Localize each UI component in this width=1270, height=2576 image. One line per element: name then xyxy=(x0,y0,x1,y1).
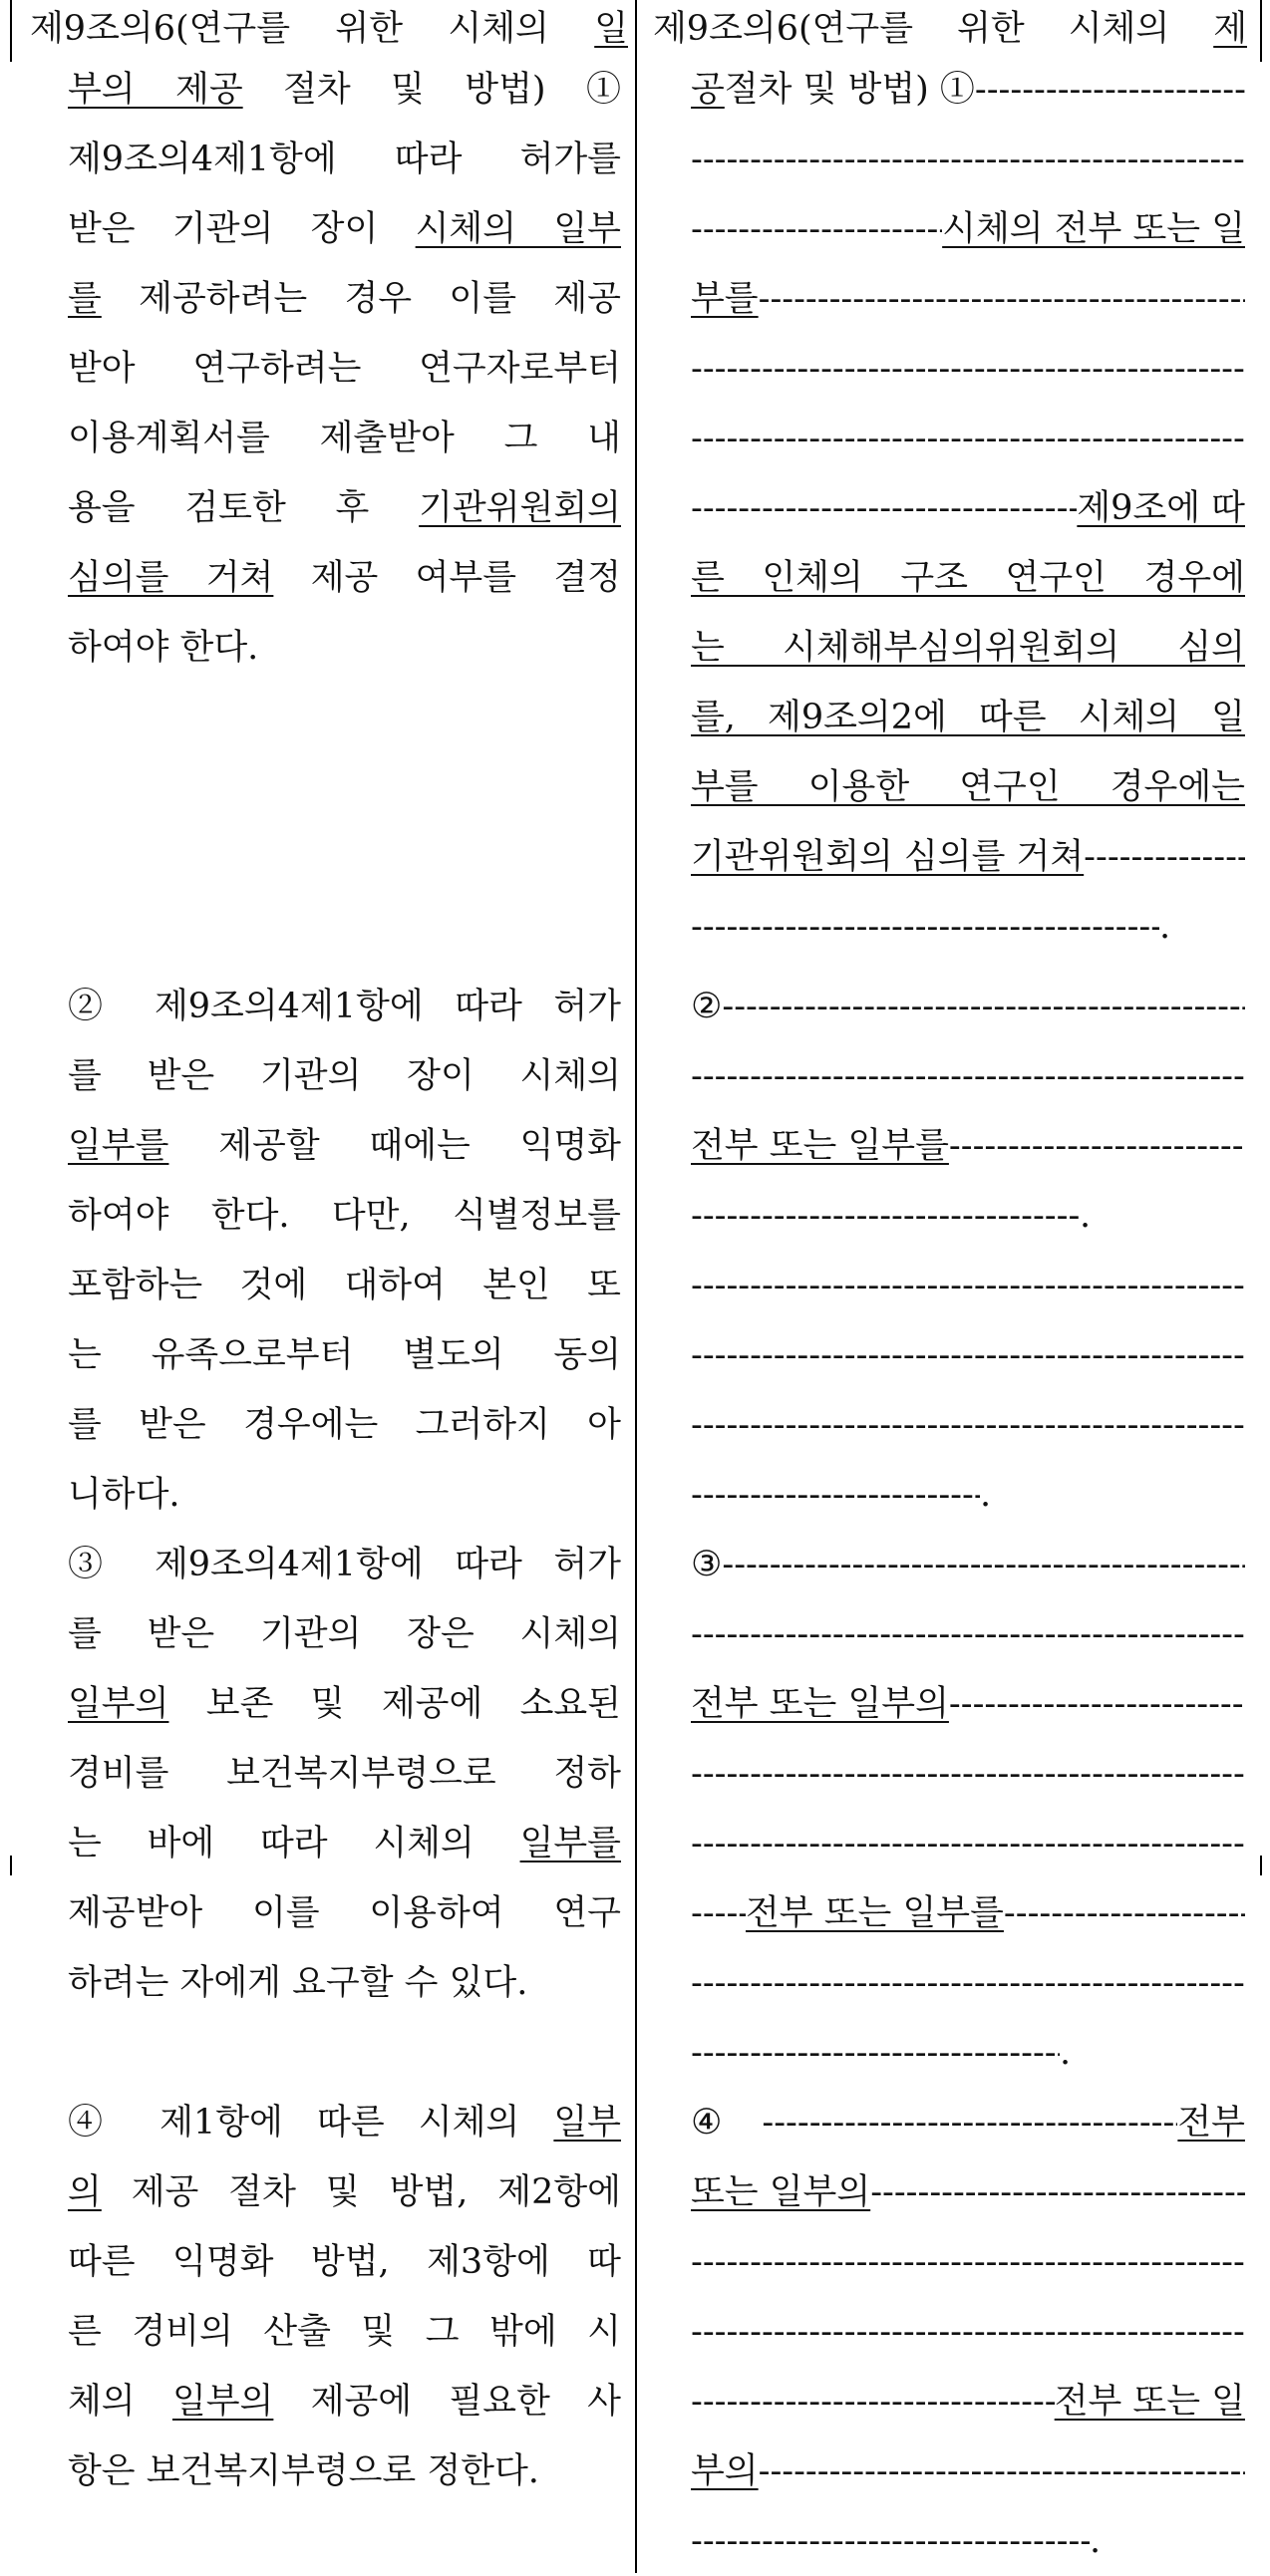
underlined-text: 일부를 xyxy=(519,1824,621,1863)
plain-text: 를 받은 기관의 장은 시체의 xyxy=(68,1614,621,1654)
table-border-right-lower xyxy=(1260,1856,1262,1875)
left-text-line xyxy=(68,1041,621,1111)
left-text-line xyxy=(68,2227,621,2297)
right-text-line xyxy=(691,2436,1245,2506)
plain-text: 포함하는 것에 대하여 본인 또 xyxy=(68,1266,621,1305)
plain-text: 제공에 필요한 사 xyxy=(273,2382,621,2422)
left-text-line xyxy=(68,55,621,125)
right-text-line xyxy=(691,1599,1245,1669)
table-border-left xyxy=(10,0,12,62)
omission-dashes xyxy=(691,1878,746,1948)
omission-dashes xyxy=(691,194,942,264)
plain-text: 보존 및 제공에 소요된 xyxy=(168,1684,621,1724)
omission-dashes xyxy=(691,1390,1245,1460)
right-text-line xyxy=(691,2227,1245,2297)
table-border-left-lower xyxy=(10,1856,12,1875)
omission-dashes xyxy=(691,1599,1245,1669)
omission-dashes xyxy=(691,1320,1245,1390)
plain-text: 니하다. xyxy=(68,1475,180,1515)
left-text-line xyxy=(68,1181,621,1251)
omission-dashes xyxy=(691,2367,1055,2436)
right-text-line xyxy=(691,1181,1245,1251)
omission-dashes xyxy=(691,1739,1245,1809)
left-text-line xyxy=(68,1878,621,1948)
left-text-line xyxy=(68,1251,621,1320)
plain-text: 절차 및 방법) ① xyxy=(242,70,621,110)
omission-dashes xyxy=(870,2157,1245,2227)
left-text-line xyxy=(68,1948,621,2018)
right-text-line xyxy=(691,404,1245,473)
right-text-line xyxy=(691,1739,1245,1809)
right-text-line xyxy=(691,264,1245,334)
left-text-line xyxy=(68,543,621,613)
left-text-line xyxy=(68,404,621,473)
plain-text: 따른 익명화 방법, 제3항에 따 xyxy=(68,2242,621,2282)
left-text-line xyxy=(68,194,621,264)
plain-text: . xyxy=(1060,2033,1072,2073)
table-border-center xyxy=(635,0,637,2573)
right-text-line xyxy=(691,334,1245,404)
omission-dashes xyxy=(691,334,1245,404)
omission-dashes xyxy=(691,1460,980,1530)
plain-text: . xyxy=(980,1475,992,1515)
left-text-line xyxy=(68,473,621,543)
right-text-line xyxy=(691,752,1245,822)
plain-text: ④ xyxy=(691,2103,723,2143)
right-text-line xyxy=(691,1390,1245,1460)
left-text-line xyxy=(68,125,621,194)
omission-dashes xyxy=(691,1251,1245,1320)
omission-dashes xyxy=(691,2297,1245,2367)
omission-dashes xyxy=(1004,1878,1245,1948)
right-text-line xyxy=(691,194,1245,264)
right-text-line xyxy=(691,683,1245,752)
right-text-line xyxy=(691,1530,1245,1599)
right-text-line xyxy=(691,2297,1245,2367)
header-left: 제9조의6(연구를 위한 시체의 일 xyxy=(30,9,628,49)
plain-text: 받은 기관의 장이 xyxy=(68,209,416,249)
omission-dashes xyxy=(975,55,1245,125)
omission-dashes xyxy=(722,1530,1245,1599)
underlined-text: 는 시체해부심의위원회의 심의 xyxy=(691,628,1245,668)
plain-text: ④ 제1항에 따른 시체의 xyxy=(68,2103,554,2143)
plain-text: ② 제9조의4제1항에 따라 허가 xyxy=(68,987,621,1026)
plain-text: ② xyxy=(691,987,723,1026)
plain-text: 제공하려는 경우 이를 제공 xyxy=(101,279,621,319)
underlined-text: 를, 제9조의2에 따른 시체의 일 xyxy=(691,698,1245,737)
underlined-text: 일부 xyxy=(553,2103,621,2143)
plain-text: 용을 검토한 후 xyxy=(68,488,420,528)
left-text-line xyxy=(68,2088,621,2157)
underlined-text: 부의 제공 xyxy=(68,70,243,110)
plain-text: . xyxy=(1159,907,1171,947)
omission-dashes xyxy=(691,2227,1245,2297)
underlined-text: 부를 이용한 연구인 경우에는 xyxy=(691,767,1245,807)
plain-text: 를 받은 기관의 장이 시체의 xyxy=(68,1056,621,1096)
underlined-text: 전부 또는 일부를 xyxy=(691,1126,949,1166)
omission-dashes xyxy=(722,972,1245,1041)
right-text-line xyxy=(691,2018,1245,2088)
underlined-text: 제9조에 따 xyxy=(1077,488,1245,528)
plain-text: 제공할 때에는 익명화 xyxy=(168,1126,621,1166)
omission-dashes xyxy=(691,2018,1060,2088)
omission-dashes xyxy=(759,2436,1245,2506)
left-text-line xyxy=(68,972,621,1041)
underlined-text: 전부 xyxy=(1177,2103,1245,2143)
right-text-line xyxy=(691,543,1245,613)
plain-text: 체의 xyxy=(68,2382,172,2422)
omission-dashes xyxy=(691,1809,1245,1878)
plain-text: ③ xyxy=(691,1545,723,1584)
omission-dashes xyxy=(762,2088,1177,2157)
plain-text: 받아 연구하려는 연구자로부터 xyxy=(68,349,621,389)
plain-text: 제공 여부를 결정 xyxy=(273,558,621,598)
left-text-line xyxy=(68,1320,621,1390)
right-text-line xyxy=(691,2088,1245,2157)
left-text-line xyxy=(68,1390,621,1460)
left-text-line xyxy=(68,2157,621,2227)
underlined-text: 일부의 xyxy=(171,2382,274,2422)
plain-text: . xyxy=(1080,1196,1092,1236)
plain-text: 하여야 한다. 다만, 식별정보를 xyxy=(68,1196,621,1236)
right-text-line xyxy=(691,972,1245,1041)
left-text-line xyxy=(68,1460,621,1530)
table-border-right xyxy=(1260,0,1262,62)
right-text-line xyxy=(691,1809,1245,1878)
underlined-text: 일부를 xyxy=(68,1126,169,1166)
plain-text: 이용계획서를 제출받아 그 내 xyxy=(68,419,621,458)
plain-text: ③ 제9조의4제1항에 따라 허가 xyxy=(68,1545,621,1584)
left-text-line xyxy=(68,613,621,683)
right-text-line xyxy=(691,2367,1245,2436)
left-text-line xyxy=(68,1111,621,1181)
right-text-line xyxy=(691,1111,1245,1181)
left-text-line xyxy=(68,264,621,334)
omission-dashes xyxy=(691,473,1077,543)
omission-dashes xyxy=(949,1669,1245,1739)
underlined-text: 의 xyxy=(68,2172,102,2212)
right-text-line xyxy=(691,125,1245,194)
right-text-line xyxy=(691,473,1245,543)
plain-text: 항은 보건복지부령으로 정한다. xyxy=(68,2451,539,2491)
right-text-line xyxy=(691,2157,1245,2227)
plain-text: 제공 절차 및 방법, 제2항에 xyxy=(101,2172,621,2212)
left-text-line xyxy=(68,2436,621,2506)
underlined-text: 른 인체의 구조 연구인 경우에 xyxy=(691,558,1245,598)
right-text-line xyxy=(691,892,1245,962)
underlined-text: 전부 또는 일 xyxy=(1054,2382,1245,2422)
left-text-line xyxy=(68,1669,621,1739)
omission-dashes xyxy=(691,1948,1245,2018)
plain-text: 하여야 한다. xyxy=(68,628,259,668)
left-text-line xyxy=(68,334,621,404)
right-text-line xyxy=(691,1251,1245,1320)
omission-dashes xyxy=(691,404,1245,473)
right-text-line xyxy=(691,1878,1245,1948)
omission-dashes xyxy=(759,264,1245,334)
plain-text: 하려는 자에게 요구할 수 있다. xyxy=(68,1963,528,2003)
right-text-line xyxy=(691,822,1245,892)
right-text-line xyxy=(691,55,1245,125)
omission-dashes xyxy=(691,892,1159,962)
right-text-line xyxy=(691,1320,1245,1390)
plain-text: 제9조의4제1항에 따라 허가를 xyxy=(68,140,621,179)
plain-text: 는 바에 따라 시체의 xyxy=(68,1824,520,1863)
omission-dashes xyxy=(691,2506,1090,2576)
plain-text: 는 유족으로부터 별도의 동의 xyxy=(68,1335,621,1375)
plain-text: 절차 및 방법) ① xyxy=(724,70,975,110)
underlined-text: 시체의 전부 또는 일 xyxy=(942,209,1245,249)
plain-text: 른 경비의 산출 및 그 밖에 시 xyxy=(68,2312,621,2352)
underlined-text: 시체의 일부 xyxy=(415,209,621,249)
left-text-line xyxy=(68,1739,621,1809)
underlined-text: 기관위원회의 심의를 거쳐 xyxy=(691,837,1085,877)
underlined-text: 전부 또는 일부를 xyxy=(746,1893,1004,1933)
plain-text: . xyxy=(1090,2521,1102,2561)
underlined-text: 심의를 거쳐 xyxy=(68,558,274,598)
plain-text: 경비를 보건복지부령으로 정하 xyxy=(68,1754,621,1794)
underlined-text: 전부 또는 일부의 xyxy=(691,1684,949,1724)
right-text-line xyxy=(691,1669,1245,1739)
left-text-line xyxy=(68,2297,621,2367)
right-text-line xyxy=(691,1460,1245,1530)
underlined-text: 부를 xyxy=(691,279,759,319)
right-text-line xyxy=(691,1041,1245,1111)
omission-dashes xyxy=(691,1181,1080,1251)
underlined-text: 일부의 xyxy=(68,1684,169,1724)
plain-text: 제공받아 이를 이용하여 연구 xyxy=(68,1893,621,1933)
right-text-line xyxy=(691,2506,1245,2576)
underlined-text: 또는 일부의 xyxy=(691,2172,871,2212)
left-text-line xyxy=(68,1809,621,1878)
underlined-text: 기관위원회의 xyxy=(419,488,621,528)
omission-dashes xyxy=(691,125,1245,194)
underlined-text: 부의 xyxy=(691,2451,759,2491)
left-text-line xyxy=(68,1599,621,1669)
underlined-text: 를 xyxy=(68,279,102,319)
omission-dashes xyxy=(1084,822,1245,892)
omission-dashes xyxy=(949,1111,1245,1181)
plain-text: 를 받은 경우에는 그러하지 아 xyxy=(68,1405,621,1445)
left-text-line xyxy=(68,2367,621,2436)
header-right: 제9조의6(연구를 위한 시체의 제 xyxy=(653,9,1247,49)
left-text-line xyxy=(68,1530,621,1599)
right-text-line xyxy=(691,1948,1245,2018)
underlined-text: 공 xyxy=(691,70,725,110)
omission-dashes xyxy=(691,1041,1245,1111)
right-text-line xyxy=(691,613,1245,683)
